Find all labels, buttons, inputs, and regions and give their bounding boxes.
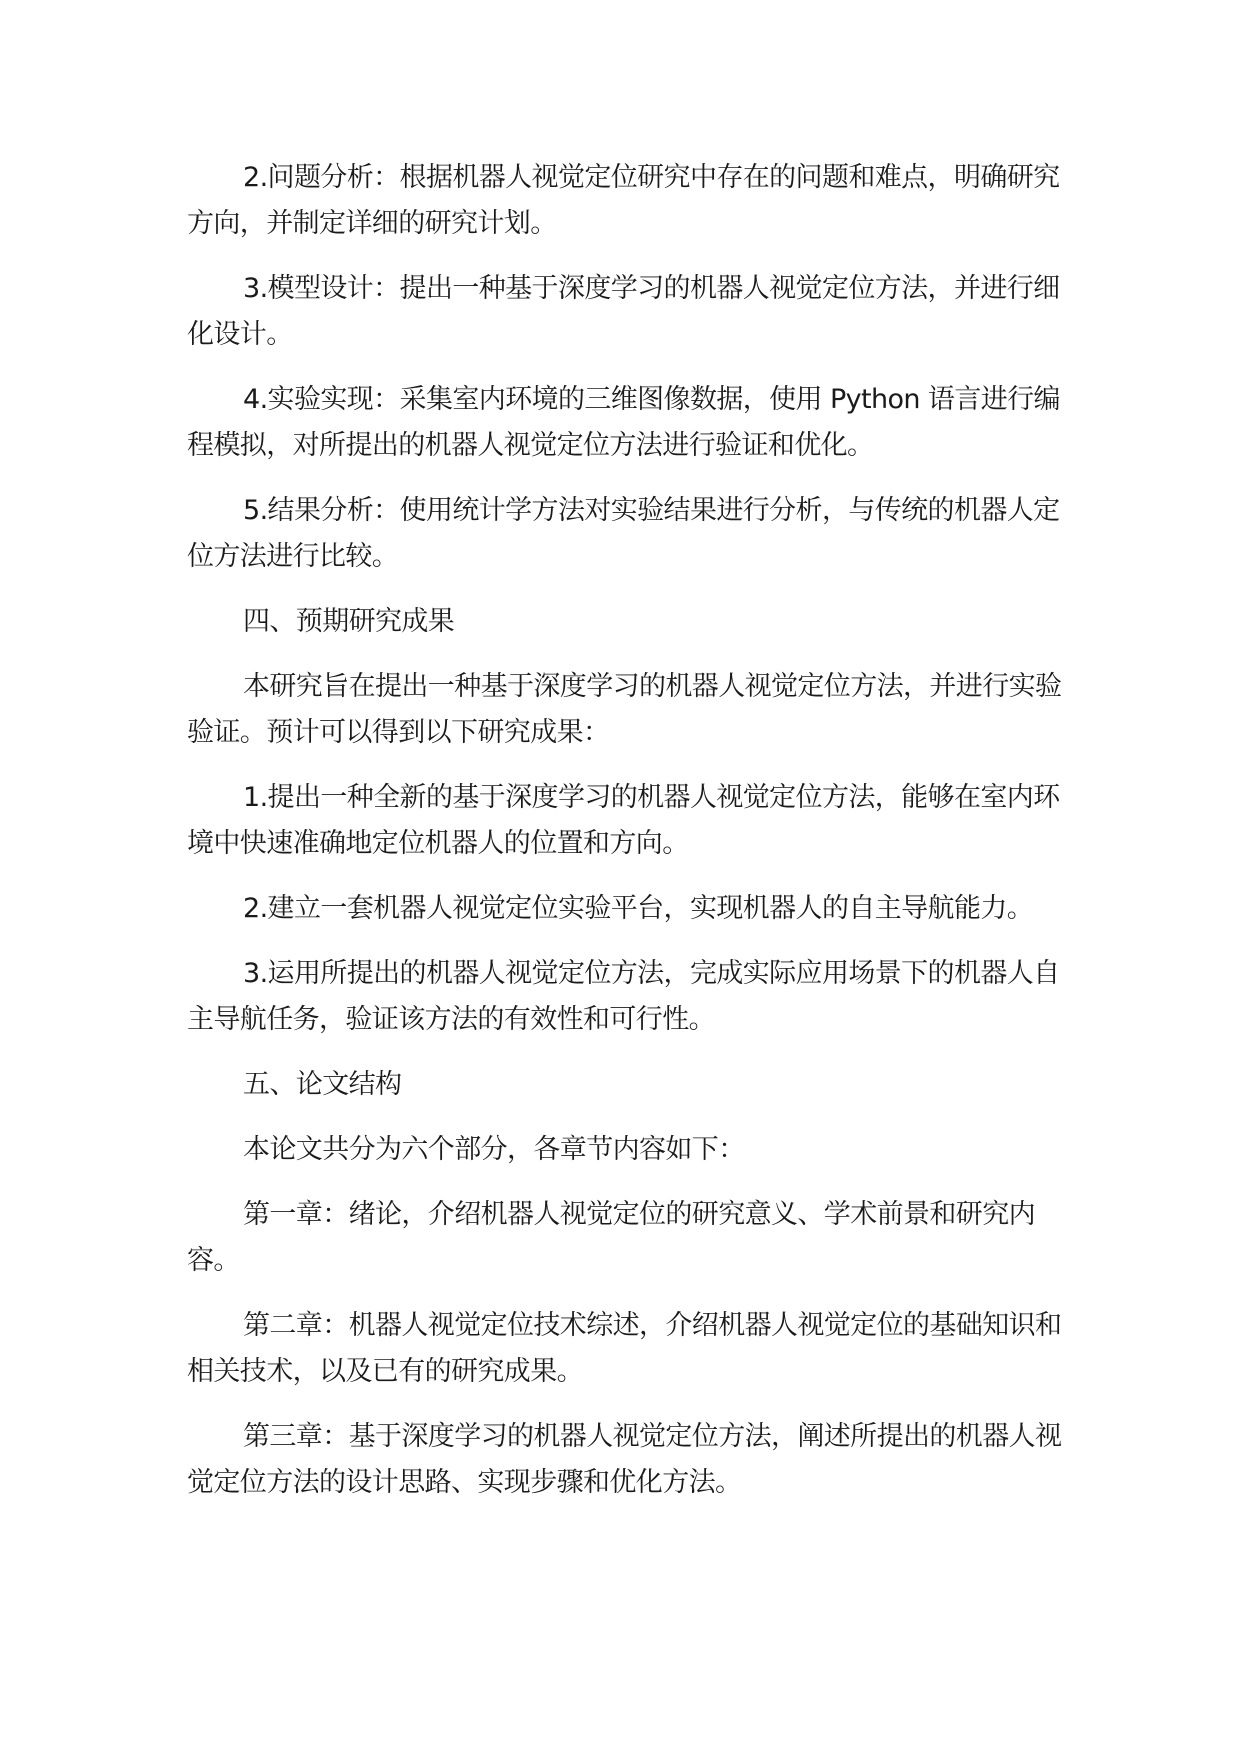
paragraph-experiment-implementation: 4.实验实现：采集室内环境的三维图像数据，使用 Python 语言进行编程模拟，对所提出的机器人视觉定位方法进行验证和优化。 — [187, 384, 1060, 461]
paragraph-problem-analysis: 2.问题分析：根据机器人视觉定位研究中存在的问题和难点，明确研究方向，并制定详细的研究计划。 — [187, 162, 1060, 239]
paragraph-chapter-1: 第一章：绪论，介绍机器人视觉定位的研究意义、学术前景和研究内容。 — [187, 1199, 1035, 1276]
paragraph-chapter-3: 第三章：基于深度学习的机器人视觉定位方法，阐述所提出的机器人视觉定位方法的设计思路、实现步骤和优化方法。 — [187, 1421, 1062, 1498]
paragraph-result-analysis: 5.结果分析：使用统计学方法对实验结果进行分析，与传统的机器人定位方法进行比较。 — [187, 495, 1060, 572]
paragraph-result-item-1: 1.提出一种全新的基于深度学习的机器人视觉定位方法，能够在室内环境中快速准确地定位机器人的位置和方向。 — [187, 782, 1060, 859]
section-heading-thesis-structure: 五、论文结构 — [243, 1069, 402, 1100]
section-heading-expected-results: 四、预期研究成果 — [243, 606, 455, 637]
paragraph-structure-intro: 本论文共分为六个部分，各章节内容如下： — [243, 1134, 745, 1165]
document-body — [187, 155, 1067, 1525]
paragraph-expected-results-intro: 本研究旨在提出一种基于深度学习的机器人视觉定位方法，并进行实验验证。预计可以得到以下研究成果： — [187, 671, 1062, 748]
paragraph-result-item-2: 2.建立一套机器人视觉定位实验平台，实现机器人的自主导航能力。 — [243, 893, 1034, 924]
paragraph-chapter-2: 第二章：机器人视觉定位技术综述，介绍机器人视觉定位的基础知识和相关技术，以及已有的研究成果。 — [187, 1310, 1062, 1387]
paragraph-result-item-3: 3.运用所提出的机器人视觉定位方法，完成实际应用场景下的机器人自主导航任务，验证该方法的有效性和可行性。 — [187, 958, 1060, 1035]
paragraph-model-design: 3.模型设计：提出一种基于深度学习的机器人视觉定位方法，并进行细化设计。 — [187, 273, 1060, 350]
